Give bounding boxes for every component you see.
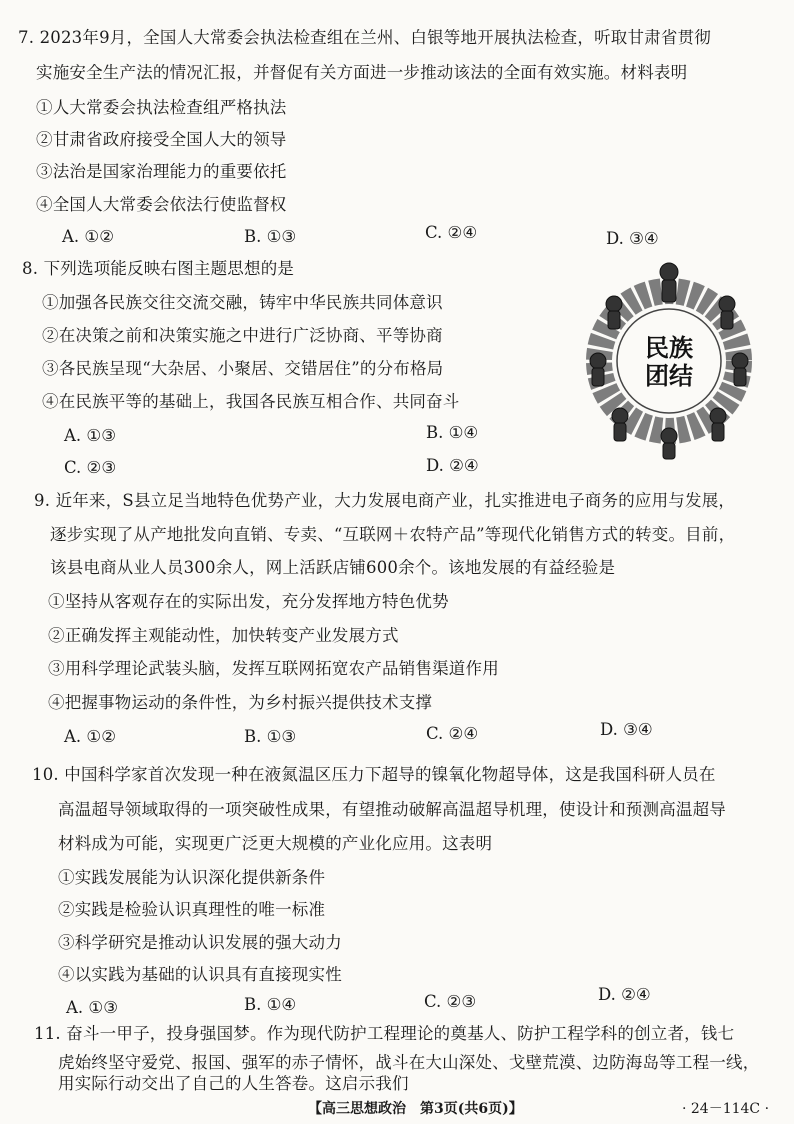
q11-stem-line-2: 虎始终坚守爱党、报国、强军的赤子情怀，战斗在大山深处、戈壁荒漠、边防海岛等工程一线，: [58, 1053, 760, 1072]
q9-item-3: ③用科学理论武装头脑，发挥互联网拓宽农产品销售渠道作用: [48, 659, 499, 678]
figure-title-top: 民族: [645, 333, 693, 362]
q8-option-b: B. ①④: [426, 423, 479, 442]
q9-item-1: ①坚持从客观存在的实际出发，充分发挥地方特色优势: [48, 592, 449, 611]
q10-item-4: ④以实践为基础的认识具有直接现实性: [58, 965, 342, 984]
q10-stem-line-2: 高温超导领域取得的一项突破性成果，有望推动破解高温超导机理，使设计和预测高温超导: [58, 800, 726, 819]
ethnic-unity-figure: [584, 256, 754, 466]
q11-stem-line-1: 11. 奋斗一甲子，投身强国梦。作为现代防护工程理论的奠基人、防护工程学科的创立者，钱七: [34, 1024, 735, 1043]
q10-item-2: ②实践是检验认识真理性的唯一标准: [58, 900, 326, 919]
q9-option-c: C. ②④: [426, 724, 479, 743]
q7-option-b: B. ①③: [244, 227, 297, 246]
q9-option-b: B. ①③: [244, 727, 297, 746]
q7-item-1: ①人大常委会执法检查组严格执法: [36, 98, 287, 117]
q10-option-b: B. ①④: [244, 995, 297, 1014]
q7-stem-line-2: 实施安全生产法的情况汇报，并督促有关方面进一步推动该法的全面有效实施。材料表明: [36, 63, 688, 82]
q11-stem-line-3: 用实际行动交出了自己的人生答卷。这启示我们: [58, 1074, 409, 1093]
q7-option-a: A. ①②: [62, 227, 114, 246]
q10-item-1: ①实践发展能为认识深化提供新条件: [58, 868, 326, 887]
q10-stem-line-1: 10. 中国科学家首次发现一种在液氮温区压力下超导的镍氧化物超导体，这是我国科研人员在: [32, 765, 716, 784]
q7-item-3: ③法治是国家治理能力的重要依托: [36, 162, 287, 181]
q7-stem-line-1: 7. 2023年9月，全国人大常委会执法检查组在兰州、白银等地开展执法检查，听取甘肃省贯彻: [18, 28, 711, 47]
q8-option-d: D. ②④: [426, 456, 479, 475]
q7-item-4: ④全国人大常委会依法行使监督权: [36, 195, 287, 214]
q8-item-1: ①加强各民族交往交流交融，铸牢中华民族共同体意识: [42, 293, 443, 312]
q10-option-c: C. ②③: [424, 992, 477, 1011]
q9-stem-line-2: 逐步实现了从产地批发向直销、专卖、“互联网＋农特产品”等现代化销售方式的转变。目前，: [50, 525, 736, 544]
figure-title-bottom: 团结: [645, 361, 693, 390]
q7-option-d: D. ③④: [606, 229, 659, 248]
exam-code: · 24－114C ·: [682, 1101, 770, 1117]
q9-stem-line-1: 9. 近年来，S县立足当地特色优势产业，大力发展电商产业，扎实推进电子商务的应用与发展，: [34, 491, 736, 510]
q10-option-d: D. ②④: [598, 985, 651, 1004]
q10-item-3: ③科学研究是推动认识发展的强大动力: [58, 933, 342, 952]
q8-item-2: ②在决策之前和决策实施之中进行广泛协商、平等协商: [42, 326, 443, 345]
q8-option-c: C. ②③: [64, 458, 117, 477]
q9-option-d: D. ③④: [600, 720, 653, 739]
page-footer: 【高三思想政治 第3页(共6页)】: [308, 1101, 523, 1117]
q9-item-4: ④把握事物运动的条件性，为乡村振兴提供技术支撑: [48, 693, 433, 712]
q7-option-c: C. ②④: [425, 223, 478, 242]
q10-stem-line-3: 材料成为可能，实现更广泛更大规模的产业化应用。这表明: [58, 834, 493, 853]
ethnic-unity-ring-illustration: [584, 256, 754, 466]
q10-option-a: A. ①③: [66, 998, 118, 1017]
q9-stem-line-3: 该县电商从业人员300余人，网上活跃店铺600余个。该地发展的有益经验是: [50, 558, 616, 577]
q8-item-3: ③各民族呈现“大杂居、小聚居、交错居住”的分布格局: [42, 359, 444, 378]
q8-stem-line-1: 8. 下列选项能反映右图主题思想的是: [22, 259, 295, 278]
q9-option-a: A. ①②: [64, 727, 116, 746]
q8-option-a: A. ①③: [64, 426, 116, 445]
q7-item-2: ②甘肃省政府接受全国人大的领导: [36, 130, 287, 149]
q9-item-2: ②正确发挥主观能动性，加快转变产业发展方式: [48, 626, 399, 645]
q8-item-4: ④在民族平等的基础上，我国各民族互相合作、共同奋斗: [42, 392, 460, 411]
